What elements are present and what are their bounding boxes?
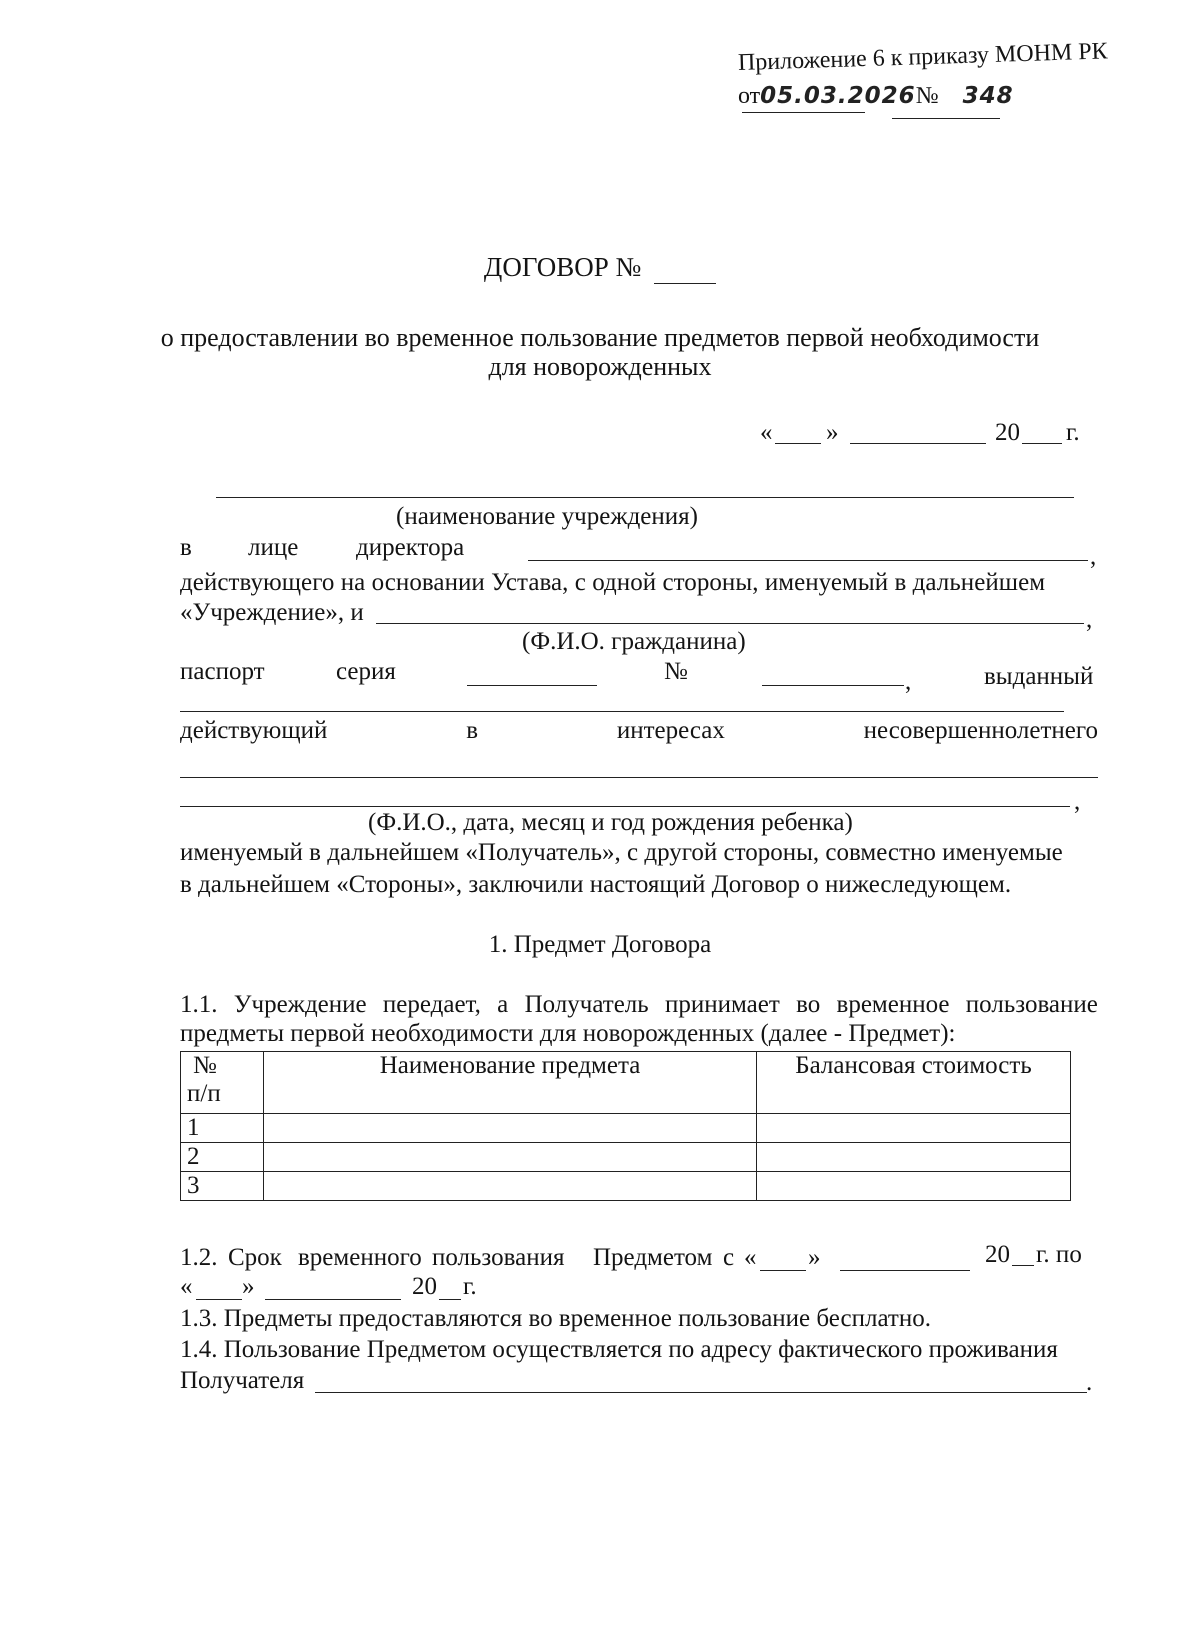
acting-word-4: несовершеннолетнего [863,717,1098,744]
header-number-line2: п/п [187,1080,221,1107]
clause-1-1-word-2: Учреждение [233,991,367,1018]
annex-number-handwritten: 348 [962,83,1014,109]
institution-named: «Учреждение», и [180,599,364,626]
annex-date-number [738,83,1014,110]
clause-1-2-word-1: 1.2. [180,1244,218,1271]
clause-1-2-open-quote: « [744,1244,757,1271]
contract-title-text: ДОГОВОР № [483,252,642,282]
passport-number-blank [762,685,904,686]
date-month-blank [850,443,986,444]
annex-date-handwritten: 05.03.2026 [760,83,916,109]
contract-subtitle-line1: о предоставлении во временное пользование предметов первой необходимости [160,323,1040,352]
period-start-month-blank [840,1270,970,1271]
row-item-name [264,1172,757,1201]
row-number: 1 [181,1114,264,1143]
row-number: 2 [181,1143,264,1172]
institution-caption: (наименование учреждения) [396,503,698,530]
annex-date-prefix: от [738,83,761,109]
date-year-prefix: 20 [995,419,1020,446]
contract-number-blank [654,252,716,284]
series-label: серия [336,658,396,685]
passport-issuer-blank [180,711,1064,712]
date-year-blank [1022,443,1062,444]
date-year-suffix: г. [1066,419,1080,446]
passport-comma: , [905,668,912,695]
clause-1-2-close-quote: » [808,1244,821,1271]
recipient-line2: в дальнейшем «Стороны», заключили настоящий Договор о нижеследующем. [180,871,1012,898]
passport-number-sign: № [664,658,688,685]
row-number: 3 [181,1172,264,1201]
acting-interests-row [180,716,1098,746]
recipient-address-blank [315,1392,1087,1393]
header-item-name: Наименование предмета [264,1052,757,1114]
items-table [180,1051,1071,1201]
citizen-caption: (Ф.И.О. гражданина) [522,628,746,655]
acting-word-3: интересах [616,717,725,744]
clause-1-2-year: 20 [985,1241,1010,1268]
director-comma: , [1090,543,1097,570]
date-open-quote: « [760,419,773,446]
row-item-name [264,1114,757,1143]
director-name-blank [528,560,1088,561]
recipient-line1: именуемый в дальнейшем «Получатель», с другой стороны, совместно именуемые [180,839,1063,866]
header-number-line1: № [193,1052,217,1079]
clause-1-1-word-7: во [796,991,821,1018]
in-face-word-2: лице [248,534,299,561]
institution-name-blank [216,497,1074,498]
acting-line: действующего на основании Устава, с одной стороны, именуемый в дальнейшем [180,569,1046,596]
table-row [181,1172,1071,1201]
row-balance-cost [757,1114,1071,1143]
clause-1-2-word-6: с [723,1244,735,1271]
clause-1-4-line2-label: Получателя [180,1367,305,1394]
clause-1-2-word-3: временного [298,1244,422,1271]
issued-label: выданный [984,663,1094,690]
clause-1-4-period: . [1086,1369,1093,1396]
clause-1-1-word-5: Получатель [524,991,649,1018]
passport-label: паспорт [180,658,265,685]
section1-heading: 1. Предмет Договора [488,931,712,958]
clause-1-2-line2-close-quote: » [242,1273,255,1300]
citizen-comma: , [1086,606,1093,633]
clause-1-2-word-4: пользования [432,1244,565,1271]
clause-1-1-word-1: 1.1. [180,991,218,1018]
acting-word-1: действующий [180,717,328,744]
items-table-header-row [181,1052,1071,1114]
clause-1-1-word-6: принимает [664,991,780,1018]
clause-1-4-line1: 1.4. Пользование Предметом осуществляется по адресу фактического проживания [180,1336,1058,1363]
contract-title [0,252,1200,284]
citizen-name-blank [376,623,1084,624]
clause-1-1-line2: предметы первой необходимости для новорожденных (далее - Предмет): [180,1020,956,1047]
clause-1-1-line1 [180,990,1098,1020]
annex-number-label: № [915,83,939,109]
clause-1-2-line2-end: г. [463,1273,477,1300]
header-balance-cost: Балансовая стоимость [757,1052,1071,1114]
annex-number-underline [892,118,1000,119]
clause-1-2-year-end: г. по [1036,1241,1082,1268]
clause-1-2-word-2: Срок [228,1244,282,1271]
child-info-blank-2 [180,806,1070,807]
in-face-word-1: в [180,534,192,561]
row-item-name [264,1143,757,1172]
row-balance-cost [757,1172,1071,1201]
clause-1-1-word-8: временное [836,991,950,1018]
clause-1-1-word-3: передает, [382,991,481,1018]
date-day-blank [775,443,821,444]
child-caption: (Ф.И.О., дата, месяц и год рождения ребенка) [368,809,853,836]
clause-1-1-word-9: пользование [965,991,1098,1018]
child-info-blank-1 [180,777,1098,778]
clause-1-1-word-4: а [497,991,509,1018]
period-start-year-blank [1012,1265,1034,1266]
clause-1-3: 1.3. Предметы предоставляются во временное пользование бесплатно. [180,1305,931,1332]
child-comma: , [1074,788,1081,815]
annex-date-underline [742,112,865,113]
table-row [181,1114,1071,1143]
date-close-quote: » [826,419,839,446]
contract-subtitle-line2: для новорожденных [488,352,712,381]
period-end-day-blank [196,1299,242,1300]
table-row [181,1143,1071,1172]
passport-series-blank [467,685,597,686]
acting-word-2: в [466,717,478,744]
in-face-word-3: директора [356,534,465,561]
period-end-month-blank [265,1299,401,1300]
row-balance-cost [757,1143,1071,1172]
header-number [181,1052,264,1114]
clause-1-2-line2-year: 20 [412,1273,437,1300]
clause-1-2-line2-open-quote: « [180,1273,193,1300]
period-start-day-blank [760,1270,806,1271]
clause-1-2-word-5: Предметом [593,1244,713,1271]
period-end-year-blank [439,1299,461,1300]
annex-reference: Приложение 6 к приказу МОНМ РК [737,38,1109,76]
